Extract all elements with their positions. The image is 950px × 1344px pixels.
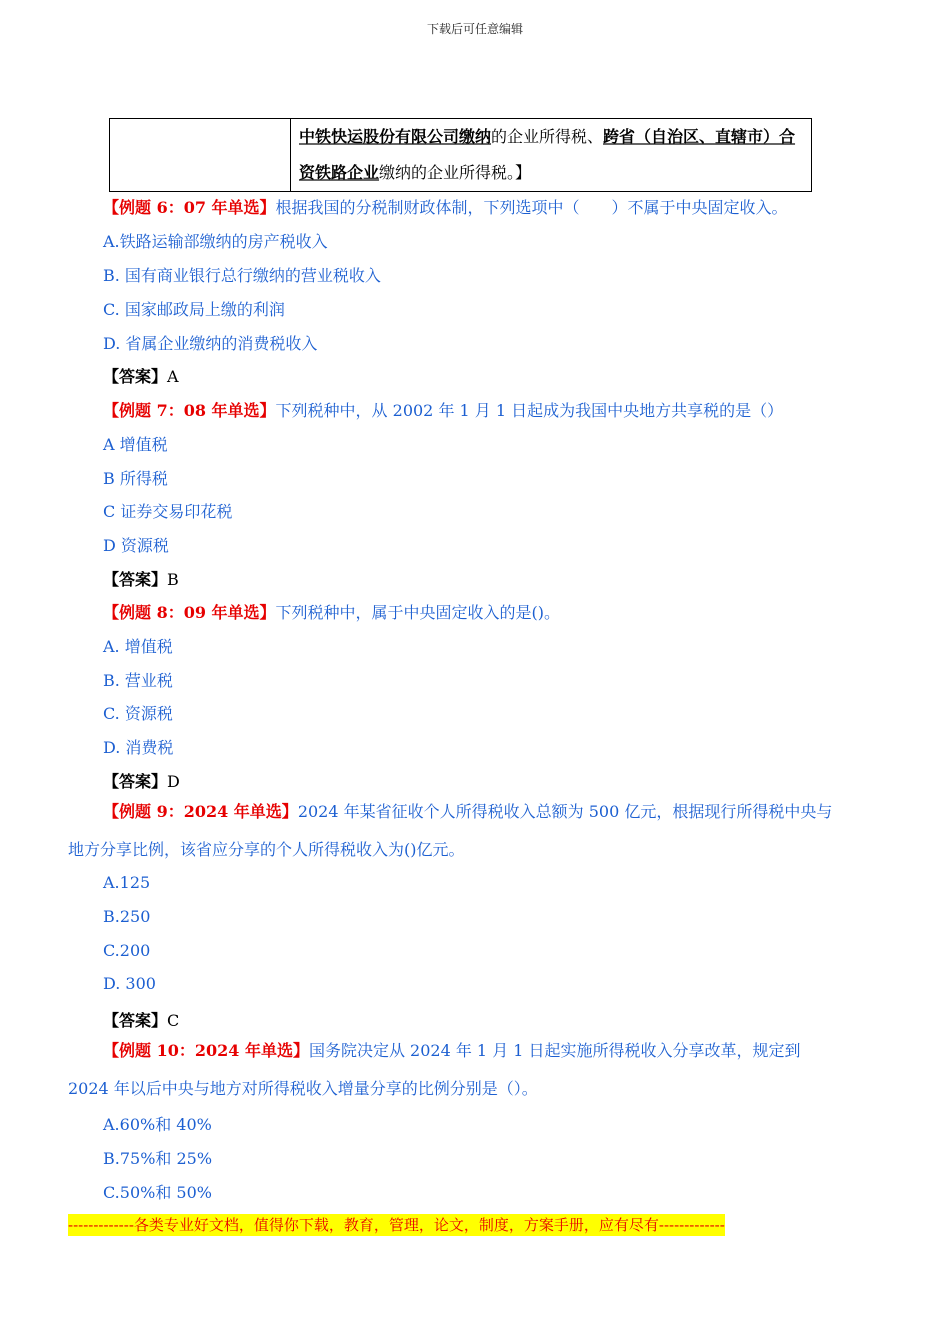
- answer: [103, 567, 903, 590]
- option: D. 300: [103, 974, 156, 993]
- option: C.200: [103, 941, 151, 960]
- question-stem: 2024 年某省征收个人所得税收入总额为 500 亿元，根据现行所得税中央与地方分享比例，该省应分享的个人所得税收入为()亿元。: [68, 802, 833, 859]
- option: C.50%和 50%: [103, 1183, 212, 1202]
- question-tag: 【例题 6：07 年单选】: [103, 198, 276, 217]
- question-tag: 【例题 10：2024 年单选】: [103, 1041, 309, 1060]
- question-tag: 【例题 7：08 年单选】: [103, 401, 276, 420]
- page-header: 下载后可任意编辑: [426, 22, 523, 36]
- question-10: [68, 1032, 843, 1108]
- option: C. 国家邮政局上缴的利润: [103, 300, 285, 319]
- question-stem: 下列税种中，从 2002 年 1 月 1 日起成为我国中央地方共享税的是（）: [275, 401, 784, 420]
- option: D. 消费税: [103, 738, 174, 757]
- option: B. 营业税: [103, 671, 173, 690]
- option: A.铁路运输部缴纳的房产税收入: [103, 232, 328, 251]
- question-8: [103, 600, 903, 623]
- table-text-2: 的企业所得税、: [491, 127, 604, 146]
- option: D. 省属企业缴纳的消费税收入: [103, 334, 318, 353]
- table-text-4: 缴纳的企业所得税。】: [379, 163, 532, 182]
- question-stem: 国务院决定从 2024 年 1 月 1 日起实施所得税收入分享改革，规定到 2024 年以后中央与地方对所得税收入增量分享的比例分别是（）。: [68, 1041, 801, 1098]
- option: B.250: [103, 907, 151, 926]
- answer-value: D: [167, 772, 180, 791]
- option: A 增值税: [103, 435, 168, 454]
- option: A.60%和 40%: [103, 1115, 212, 1134]
- answer: [103, 1008, 903, 1031]
- option: A. 增值税: [103, 637, 173, 656]
- answer-label: 【答案】: [103, 1011, 168, 1030]
- option: C. 资源税: [103, 704, 173, 723]
- question-stem: 下列税种中，属于中央固定收入的是()。: [275, 603, 561, 622]
- question-stem: 根据我国的分税制财政体制，下列选项中（ ）不属于中央固定收入。: [275, 198, 788, 217]
- footer-banner: -------------各类专业好文档，值得你下载，教育，管理，论文，制度，方案手册，应有尽有-------------: [68, 1216, 725, 1234]
- answer-value: C: [167, 1011, 180, 1030]
- option: C 证券交易印花税: [103, 502, 233, 521]
- answer-label: 【答案】: [103, 367, 168, 386]
- option: B 所得税: [103, 469, 168, 488]
- answer-label: 【答案】: [103, 570, 168, 589]
- option: A.125: [103, 873, 151, 892]
- question-6: [103, 195, 903, 218]
- option: D 资源税: [103, 536, 169, 555]
- table-cell-text: [291, 119, 812, 192]
- question-tag: 【例题 9：2024 年单选】: [103, 802, 298, 821]
- answer-value: A: [167, 367, 179, 386]
- question-tag: 【例题 8：09 年单选】: [103, 603, 276, 622]
- question-9: [68, 793, 843, 869]
- question-7: [103, 398, 903, 421]
- option: B. 国有商业银行总行缴纳的营业税收入: [103, 266, 381, 285]
- option: B.75%和 25%: [103, 1149, 213, 1168]
- answer: [103, 364, 903, 387]
- tax-table: [109, 118, 812, 192]
- table-cell-empty: [110, 119, 291, 192]
- answer-label: 【答案】: [103, 772, 168, 791]
- table-text-1: 中铁快运股份有限公司缴纳: [299, 127, 492, 146]
- table-text-3: 跨省（自治区、直辖市）合资铁路企业: [299, 127, 796, 182]
- answer-value: B: [167, 570, 179, 589]
- answer: [103, 769, 903, 792]
